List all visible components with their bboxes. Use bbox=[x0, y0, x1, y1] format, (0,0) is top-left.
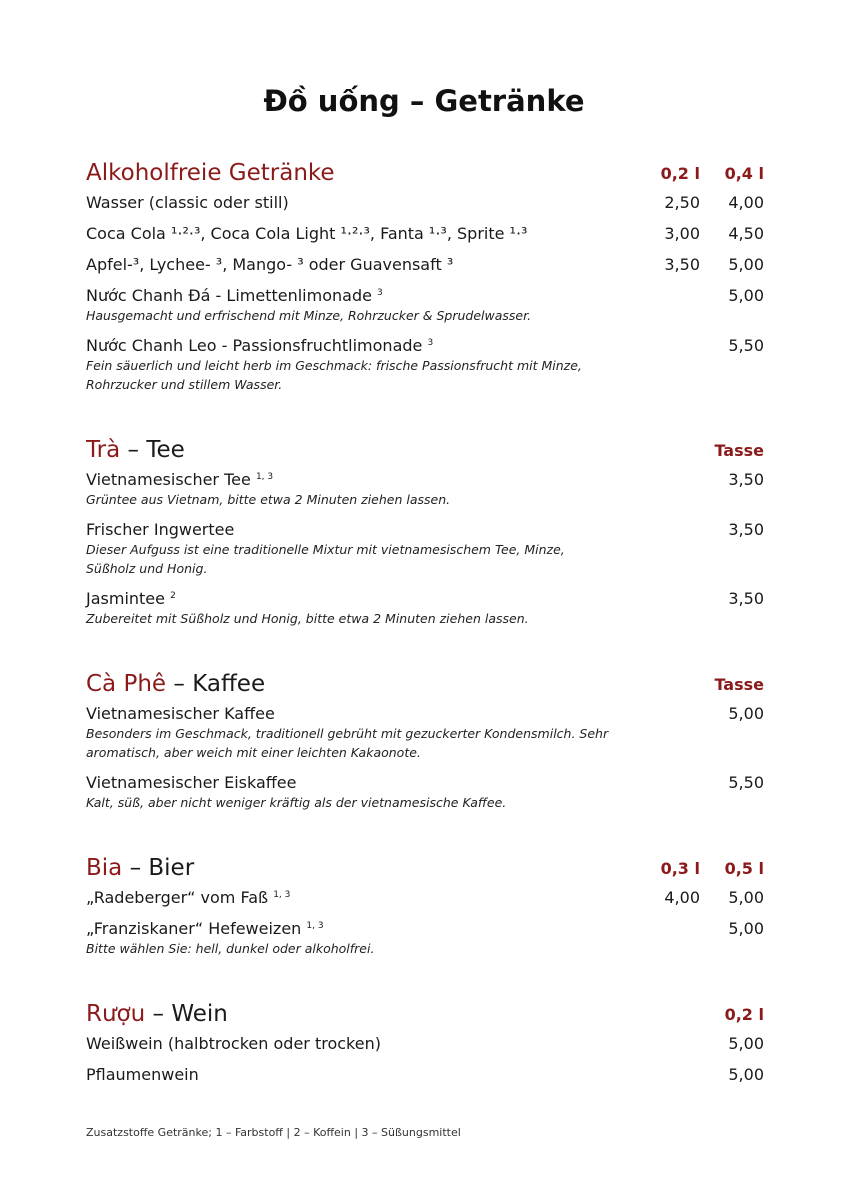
menu-item bbox=[86, 192, 764, 213]
column-header-large: 0,5 l bbox=[724, 859, 764, 878]
menu-item-name: Frischer Ingwertee bbox=[86, 520, 235, 539]
menu-item bbox=[86, 519, 764, 578]
menu-item bbox=[86, 918, 764, 958]
menu-item-name: Wasser (classic oder still) bbox=[86, 193, 289, 212]
section-title bbox=[86, 669, 764, 699]
menu-item-name: Jasmintee $^2$ bbox=[86, 589, 176, 608]
menu-item-name: Nước Chanh Leo - Passionsfruchtlimonade $^3$ bbox=[86, 336, 434, 355]
menu-item bbox=[86, 285, 764, 325]
menu-item-description: Zubereitet mit Süßholz und Honig, bitte etwa 2 Minuten ziehen lassen. bbox=[86, 611, 529, 626]
section-title-dash: – bbox=[145, 1001, 172, 1027]
column-header-large: Tasse bbox=[714, 675, 764, 694]
additive-superscript: 3 bbox=[377, 288, 383, 298]
menu-item bbox=[86, 1033, 764, 1054]
menu-item-name: „Franziskaner“ Hefeweizen $^{1, 3}$ bbox=[86, 919, 324, 938]
additives-footnote: Zusatzstoffe Getränke; 1 – Farbstoff | 2 – Koffein | 3 – Süßungsmittel bbox=[86, 1126, 461, 1139]
menu-item-name: Nước Chanh Đá - Limettenlimonade $^3$ bbox=[86, 286, 383, 305]
menu-item-name: Coca Cola ¹·²·³, Coca Cola Light ¹·²·³, Fanta ¹·³, Sprite ¹·³ bbox=[86, 224, 528, 243]
menu-item bbox=[86, 887, 764, 908]
price-small: 3,50 bbox=[664, 255, 700, 274]
price-large: 5,00 bbox=[728, 255, 764, 274]
menu-section bbox=[86, 669, 764, 822]
column-header-large: Tasse bbox=[714, 441, 764, 460]
section-title-vietnamese: Rượu bbox=[86, 1001, 146, 1027]
price-small: 2,50 bbox=[664, 193, 700, 212]
menu-section bbox=[86, 999, 764, 1095]
section-title-dash: – bbox=[120, 437, 147, 463]
menu-item bbox=[86, 254, 764, 275]
column-header-small: 0,2 l bbox=[660, 164, 700, 183]
menu-item-description: Besonders im Geschmack, traditionell gebrüht mit gezuckerter Kondensmilch. Sehr aromatisch, aber weich mit einer leichten Kakaonote. bbox=[86, 726, 609, 760]
additive-superscript: 1, 3 bbox=[306, 921, 324, 931]
menu-item bbox=[86, 223, 764, 244]
price-large: 5,00 bbox=[728, 704, 764, 723]
menu-item-description: Grüntee aus Vietnam, bitte etwa 2 Minuten ziehen lassen. bbox=[86, 492, 451, 507]
menu-section bbox=[86, 158, 764, 404]
section-header bbox=[86, 999, 764, 1033]
price-large: 5,00 bbox=[728, 1065, 764, 1084]
price-large: 5,00 bbox=[728, 888, 764, 907]
menu-item-name: Vietnamesischer Tee $^{1, 3}$ bbox=[86, 470, 274, 489]
section-header bbox=[86, 853, 764, 887]
section-title-german: Bier bbox=[148, 855, 195, 881]
section-title-german: Tee bbox=[146, 437, 185, 463]
column-header-large: 0,2 l bbox=[724, 1005, 764, 1024]
menu-item-name: Apfel-³, Lychee- ³, Mango- ³ oder Guavensaft ³ bbox=[86, 255, 454, 274]
section-header bbox=[86, 158, 764, 192]
section-title-german: Wein bbox=[171, 1001, 228, 1027]
price-large: 5,00 bbox=[728, 919, 764, 938]
menu-item bbox=[86, 1064, 764, 1085]
price-large: 5,00 bbox=[728, 286, 764, 305]
menu-item-description: Fein säuerlich und leicht herb im Geschmack: frische Passionsfrucht mit Minze, Rohrzucker und stillem Wasser. bbox=[86, 358, 582, 392]
additive-superscript: 1, 3 bbox=[273, 890, 291, 900]
additive-superscript: 3 bbox=[427, 338, 434, 348]
menu-item-name: „Radeberger“ vom Faß $^{1, 3}$ bbox=[86, 888, 291, 907]
section-title-dash: – bbox=[166, 671, 193, 697]
menu-item bbox=[86, 772, 764, 812]
price-large: 3,50 bbox=[728, 470, 764, 489]
price-large: 4,50 bbox=[728, 224, 764, 243]
price-large: 5,50 bbox=[728, 336, 764, 355]
section-title-dash: – bbox=[122, 855, 149, 881]
menu-item-description: Dieser Aufguss ist eine traditionelle Mixtur mit vietnamesischem Tee, Minze, Süßholz und Honig. bbox=[86, 542, 565, 576]
price-large: 3,50 bbox=[728, 520, 764, 539]
menu-item-name: Vietnamesischer Kaffee bbox=[86, 704, 275, 723]
price-large: 4,00 bbox=[728, 193, 764, 212]
menu-section bbox=[86, 853, 764, 968]
section-title-vietnamese: Trà bbox=[86, 437, 121, 463]
menu-section bbox=[86, 435, 764, 638]
column-header-small: 0,3 l bbox=[660, 859, 700, 878]
section-title bbox=[86, 435, 764, 465]
page-title: Đồ uống – Getränke bbox=[263, 84, 585, 118]
additive-superscript: 2 bbox=[170, 591, 176, 601]
menu-item bbox=[86, 469, 764, 509]
price-small: 3,00 bbox=[664, 224, 700, 243]
section-title-german: Kaffee bbox=[192, 671, 266, 697]
section-title-vietnamese: Alkoholfreie Getränke bbox=[86, 160, 335, 186]
menu-item bbox=[86, 335, 764, 394]
column-header-large: 0,4 l bbox=[724, 164, 764, 183]
menu-item-name: Pflaumenwein bbox=[86, 1065, 199, 1084]
menu-item-description: Kalt, süß, aber nicht weniger kräftig als der vietnamesische Kaffee. bbox=[86, 795, 507, 810]
section-title-vietnamese: Cà Phê bbox=[86, 671, 167, 697]
section-title bbox=[86, 999, 764, 1029]
menu-item bbox=[86, 703, 764, 762]
menu-item-name: Weißwein (halbtrocken oder trocken) bbox=[86, 1034, 381, 1053]
menu-item-description: Bitte wählen Sie: hell, dunkel oder alkoholfrei. bbox=[86, 941, 375, 956]
section-header bbox=[86, 435, 764, 469]
price-large: 5,50 bbox=[728, 773, 764, 792]
section-title-vietnamese: Bia bbox=[86, 855, 123, 881]
section-header bbox=[86, 669, 764, 703]
price-large: 5,00 bbox=[728, 1034, 764, 1053]
additive-superscript: 1, 3 bbox=[255, 472, 274, 482]
price-small: 4,00 bbox=[664, 888, 700, 907]
menu-item-description: Hausgemacht und erfrischend mit Minze, Rohrzucker & Sprudelwasser. bbox=[86, 308, 532, 323]
menu-item bbox=[86, 588, 764, 628]
menu-item-name: Vietnamesischer Eiskaffee bbox=[86, 773, 297, 792]
price-large: 3,50 bbox=[728, 589, 764, 608]
